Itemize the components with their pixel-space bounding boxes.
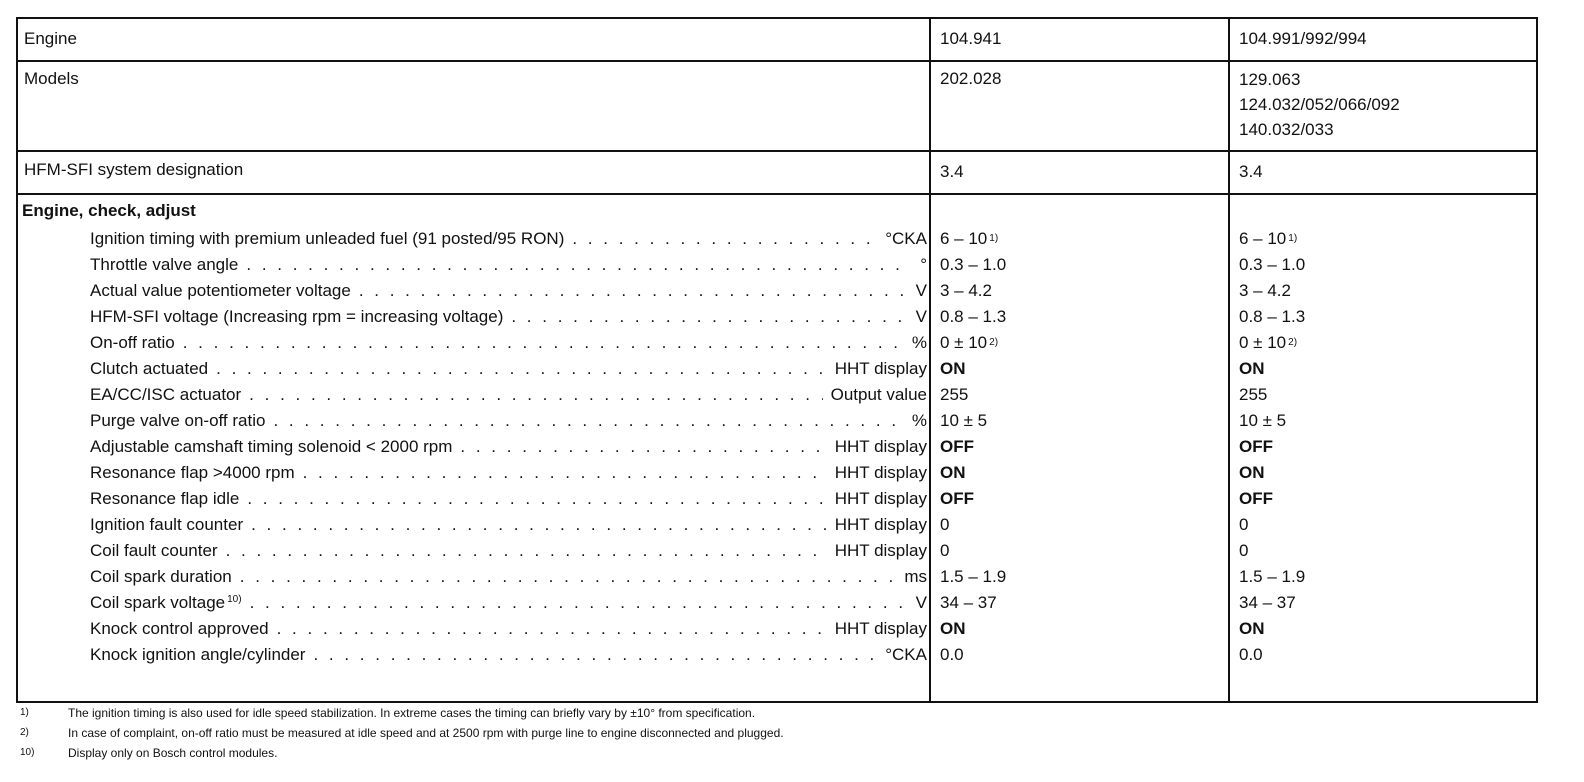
parameter-row <box>90 614 927 640</box>
spec-value-b <box>1239 458 1529 484</box>
parameter-label-text: Purge valve on-off ratio <box>90 411 266 430</box>
spec-value-text: 255 <box>940 385 969 404</box>
system-a: 3.4 <box>940 162 964 181</box>
spec-value-text: 6 – 10 <box>940 229 988 248</box>
leader-dots <box>183 332 904 354</box>
parameter-row <box>90 250 927 276</box>
models-a: 202.028 <box>940 69 1002 88</box>
leader-dots <box>249 384 822 406</box>
parameter-label <box>90 540 218 562</box>
spec-value-a <box>940 276 1220 302</box>
spec-value-text: 0 <box>1239 541 1249 560</box>
spec-value-b <box>1239 354 1529 380</box>
parameter-label <box>90 384 241 406</box>
parameter-label-text: Ignition fault counter <box>90 515 244 534</box>
spec-value-text: OFF <box>940 437 974 456</box>
spec-value-text: OFF <box>1239 489 1273 508</box>
spec-value-text: ON <box>1239 463 1265 482</box>
models-b: 129.063 124.032/052/066/092 140.032/033 <box>1239 70 1400 139</box>
parameter-unit: HHT display <box>834 489 927 508</box>
row-divider-system <box>16 193 1538 195</box>
footnote-ref: 1) <box>1288 233 1298 244</box>
parameter-unit: HHT display <box>834 619 927 638</box>
parameter-label-text: Resonance flap >4000 rpm <box>90 463 295 482</box>
spec-value-b <box>1239 614 1529 640</box>
spec-value-text: OFF <box>1239 437 1273 456</box>
column-divider-a <box>929 17 931 703</box>
spec-value-text: 0 ± 10 <box>1239 333 1287 352</box>
column-divider-b <box>1228 17 1230 703</box>
parameter-unit: °CKA <box>885 645 927 664</box>
parameter-row <box>90 562 927 588</box>
parameter-label-text: Resonance flap idle <box>90 489 240 508</box>
parameter-row <box>90 328 927 354</box>
spec-value-b <box>1239 562 1529 588</box>
spec-value-a <box>940 406 1220 432</box>
spec-value-a <box>940 250 1220 276</box>
spec-value-text: 34 – 37 <box>940 593 997 612</box>
parameter-unit: HHT display <box>834 437 927 456</box>
parameter-label-text: EA/CC/ISC actuator <box>90 385 242 404</box>
spec-value-a <box>940 640 1220 666</box>
spec-value-a <box>940 458 1220 484</box>
parameter-label-text: Actual value potentiometer voltage <box>90 281 351 300</box>
spec-value-a <box>940 536 1220 562</box>
parameter-row <box>90 458 927 484</box>
parameter-row <box>90 354 927 380</box>
section-title: Engine, check, adjust <box>22 201 196 220</box>
spec-value-b <box>1239 380 1529 406</box>
engine-b: 104.991/992/994 <box>1239 29 1367 48</box>
spec-value-text: 0.8 – 1.3 <box>940 307 1007 326</box>
spec-value-a <box>940 510 1220 536</box>
footnote <box>20 743 1560 763</box>
spec-value-text: 10 ± 5 <box>1239 411 1287 430</box>
parameter-unit: ° <box>920 255 927 274</box>
parameter-unit: % <box>911 333 927 352</box>
spec-value-b <box>1239 640 1529 666</box>
parameter-label <box>90 410 265 432</box>
parameter-label <box>90 644 305 666</box>
leader-dots <box>216 358 827 380</box>
parameter-label <box>90 514 243 536</box>
parameter-row <box>90 432 927 458</box>
spec-value-a <box>940 302 1220 328</box>
spec-value-a <box>940 354 1220 380</box>
spec-value-text: 0.0 <box>1239 645 1263 664</box>
spec-value-text: 0 <box>940 541 950 560</box>
spec-value-b <box>1239 536 1529 562</box>
spec-value-text: OFF <box>940 489 974 508</box>
parameter-label-text: Adjustable camshaft timing solenoid < 2000 rpm <box>90 437 453 456</box>
spec-value-a <box>940 380 1220 406</box>
spec-value-b <box>1239 588 1529 614</box>
leader-dots <box>359 280 908 302</box>
parameter-row <box>90 276 927 302</box>
engine-label: Engine <box>24 29 77 48</box>
spec-value-text: 0 <box>940 515 950 534</box>
parameter-label-text: Throttle valve angle <box>90 255 239 274</box>
spec-value-b <box>1239 276 1529 302</box>
parameter-unit: HHT display <box>834 463 927 482</box>
parameter-label <box>90 254 238 276</box>
spec-value-text: 10 ± 5 <box>940 411 988 430</box>
parameter-row <box>90 406 927 432</box>
parameter-label <box>90 618 269 640</box>
parameter-row <box>90 380 927 406</box>
spec-value-text: 1.5 – 1.9 <box>1239 567 1306 586</box>
footnote-text: Display only on Bosch control modules. <box>68 746 278 760</box>
system-label: HFM-SFI system designation <box>24 160 244 179</box>
parameter-unit: V <box>915 281 927 300</box>
parameter-label <box>90 462 295 484</box>
spec-value-a <box>940 224 1220 250</box>
row-divider-engine <box>16 60 1538 62</box>
leader-dots <box>251 514 827 536</box>
spec-value-b <box>1239 328 1529 354</box>
parameter-row <box>90 302 927 328</box>
leader-dots <box>226 540 827 562</box>
footnote-ref: 10) <box>227 594 242 605</box>
values-104-991 <box>1239 224 1529 666</box>
parameter-unit: HHT display <box>834 515 927 534</box>
spec-value-a <box>940 328 1220 354</box>
parameter-row <box>90 484 927 510</box>
parameter-label <box>90 358 208 380</box>
spec-value-text: ON <box>1239 359 1265 378</box>
footnote-mark: 1) <box>20 707 29 718</box>
spec-value-text: 0 ± 10 <box>940 333 988 352</box>
row-divider-models <box>16 150 1538 152</box>
leader-dots <box>277 618 827 640</box>
spec-value-text: 0.0 <box>940 645 964 664</box>
spec-value-text: ON <box>940 463 966 482</box>
footnote-ref: 2) <box>989 337 999 348</box>
leader-dots <box>460 436 826 458</box>
spec-value-a <box>940 562 1220 588</box>
spec-value-b <box>1239 302 1529 328</box>
leader-dots <box>250 592 908 614</box>
parameter-label <box>90 228 564 250</box>
parameter-label <box>90 566 232 588</box>
spec-value-text: 3 – 4.2 <box>940 281 992 300</box>
parameter-unit: HHT display <box>834 541 927 560</box>
parameter-label-text: HFM-SFI voltage (Increasing rpm = increasing voltage) <box>90 307 504 326</box>
spec-value-text: ON <box>940 359 966 378</box>
footnote-ref: 1) <box>989 233 999 244</box>
spec-value-text: 0.3 – 1.0 <box>1239 255 1306 274</box>
parameter-unit: Output value <box>830 385 927 404</box>
parameter-row <box>90 588 927 614</box>
parameter-unit: % <box>911 411 927 430</box>
spec-value-text: 3 – 4.2 <box>1239 281 1291 300</box>
parameter-unit: ms <box>904 567 927 586</box>
engine-a: 104.941 <box>940 29 1002 48</box>
leader-dots <box>511 306 907 328</box>
leader-dots <box>303 462 827 484</box>
parameter-label-text: Ignition timing with premium unleaded fuel (91 posted/95 RON) <box>90 229 565 248</box>
spec-value-b <box>1239 510 1529 536</box>
spec-value-a <box>940 484 1220 510</box>
parameter-label-text: Knock ignition angle/cylinder <box>90 645 306 664</box>
parameter-label-text: Coil fault counter <box>90 541 218 560</box>
footnote <box>20 703 1560 723</box>
parameter-unit: °CKA <box>885 229 927 248</box>
spec-value-a <box>940 432 1220 458</box>
parameter-unit: HHT display <box>834 359 927 378</box>
spec-value-b <box>1239 406 1529 432</box>
parameter-row <box>90 510 927 536</box>
footnote-text: In case of complaint, on-off ratio must be measured at idle speed and at 2500 rpm with purge line to engine disconnected and plugged. <box>68 726 784 740</box>
parameter-label <box>90 436 452 458</box>
parameter-label-text: Knock control approved <box>90 619 269 638</box>
footnote-mark: 10) <box>20 747 35 758</box>
parameter-row <box>90 224 927 250</box>
parameter-row <box>90 640 927 666</box>
footnote-text: The ignition timing is also used for idle speed stabilization. In extreme cases the timing can briefly vary by ±10° from specification. <box>68 706 756 720</box>
spec-value-text: ON <box>940 619 966 638</box>
parameter-label-text: Clutch actuated <box>90 359 209 378</box>
spec-value-text: 255 <box>1239 385 1268 404</box>
parameter-unit: V <box>915 307 927 326</box>
footnote <box>20 723 1560 743</box>
parameter-label-text: Coil spark voltage <box>90 593 226 612</box>
leader-dots <box>240 566 897 588</box>
parameter-label <box>90 306 503 328</box>
system-b: 3.4 <box>1239 162 1263 181</box>
spec-value-a <box>940 588 1220 614</box>
parameter-unit: V <box>915 593 927 612</box>
spec-value-text: 34 – 37 <box>1239 593 1296 612</box>
parameter-row <box>90 536 927 562</box>
spec-value-text: ON <box>1239 619 1265 638</box>
spec-value-b <box>1239 484 1529 510</box>
parameter-label-text: On-off ratio <box>90 333 175 352</box>
models-label: Models <box>24 69 79 88</box>
footnotes <box>20 703 1560 763</box>
spec-value-b <box>1239 224 1529 250</box>
parameter-label <box>90 488 239 510</box>
footnote-mark: 2) <box>20 727 29 738</box>
parameter-list <box>90 224 927 666</box>
leader-dots <box>246 254 912 276</box>
spec-value-text: 1.5 – 1.9 <box>940 567 1007 586</box>
spec-value-text: 6 – 10 <box>1239 229 1287 248</box>
parameter-label <box>90 589 242 614</box>
spec-value-text: 0 <box>1239 515 1249 534</box>
leader-dots <box>572 228 877 250</box>
footnote-ref: 2) <box>1288 337 1298 348</box>
spec-value-b <box>1239 432 1529 458</box>
parameter-label-text: Coil spark duration <box>90 567 232 586</box>
spec-value-text: 0.3 – 1.0 <box>940 255 1007 274</box>
leader-dots <box>273 410 903 432</box>
leader-dots <box>247 488 826 510</box>
leader-dots <box>313 644 877 666</box>
parameter-label <box>90 280 351 302</box>
values-104-941 <box>940 224 1220 666</box>
spec-value-text: 0.8 – 1.3 <box>1239 307 1306 326</box>
spec-value-a <box>940 614 1220 640</box>
spec-value-b <box>1239 250 1529 276</box>
parameter-label <box>90 332 175 354</box>
